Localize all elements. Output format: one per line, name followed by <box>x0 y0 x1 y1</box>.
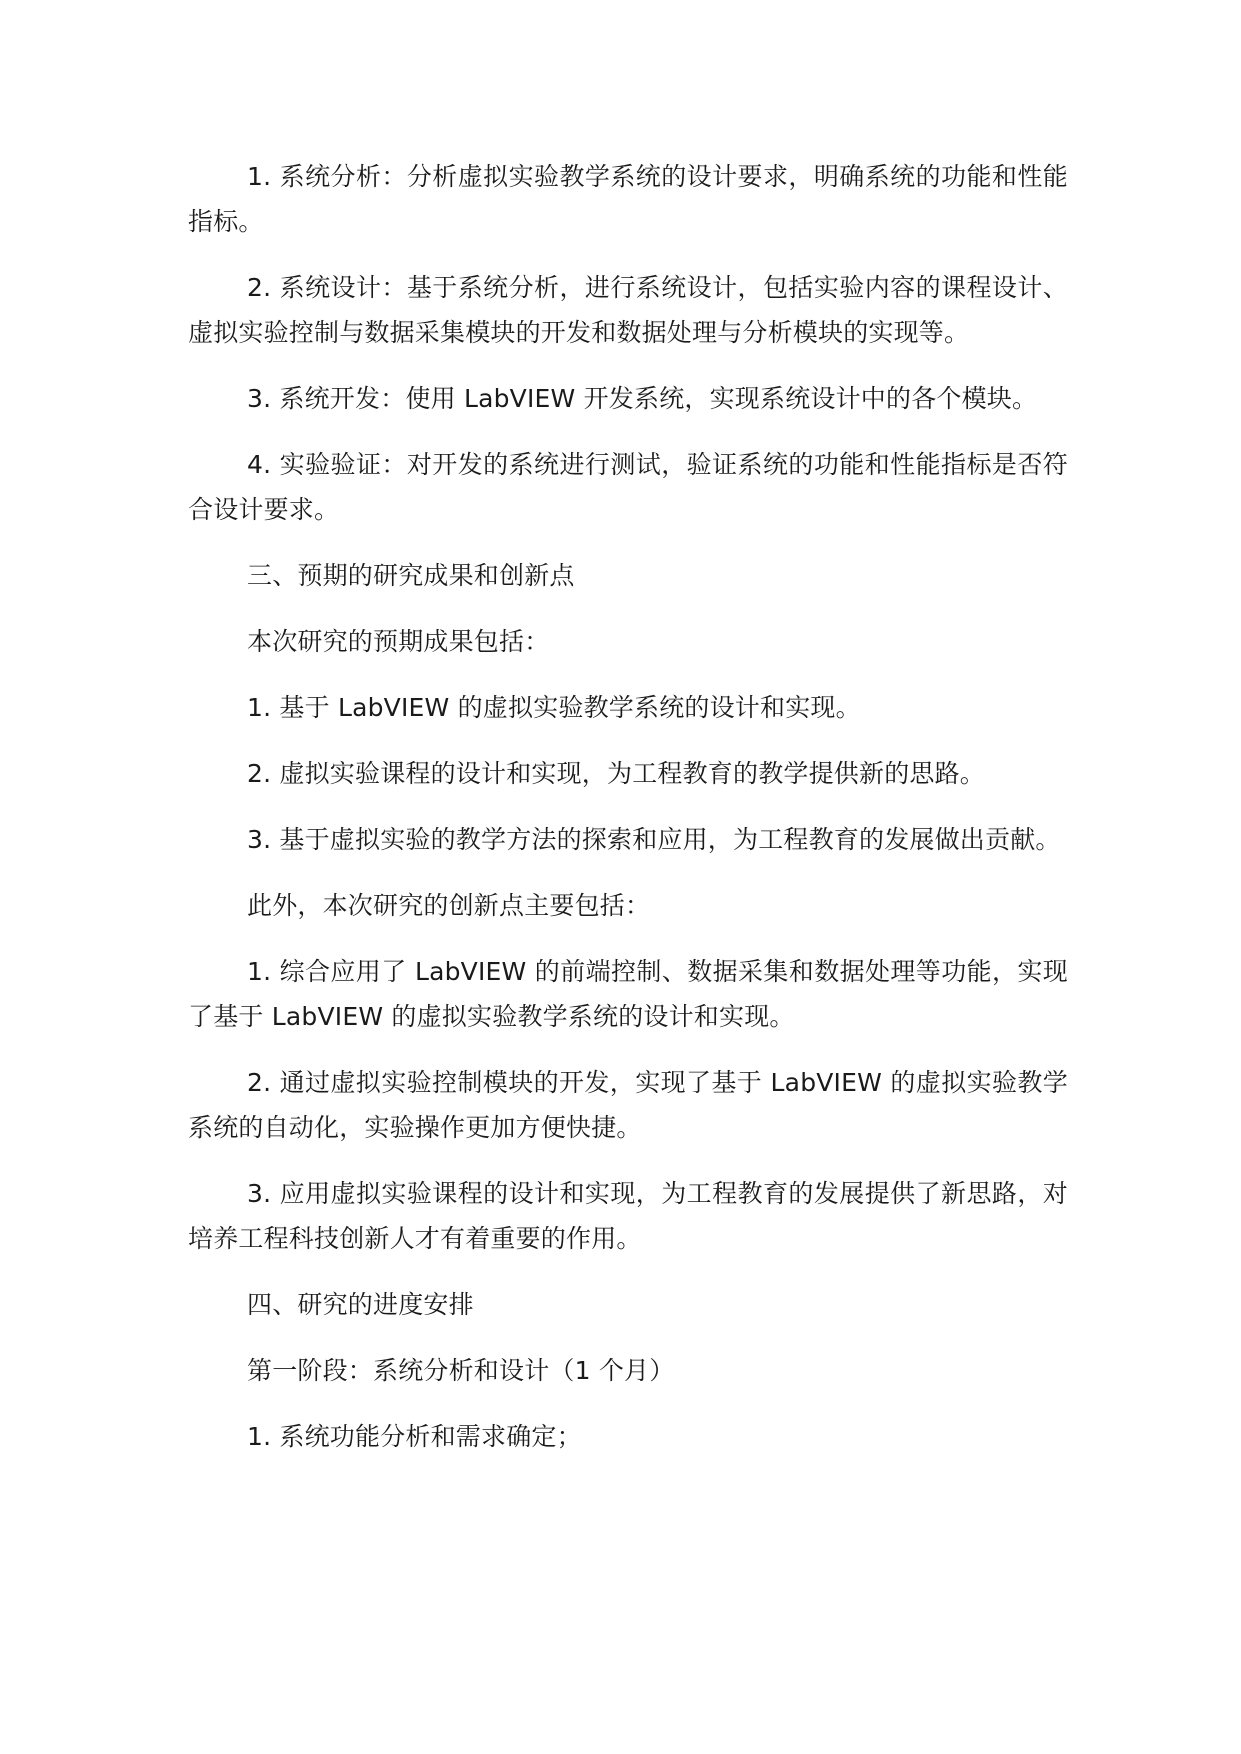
paragraph-innovation-1: 1. 综合应用了 LabVIEW 的前端控制、数据采集和数据处理等功能，实现了基于 LabVIEW 的虚拟实验教学系统的设计和实现。 <box>188 957 1068 1031</box>
paragraph-innovation-3: 3. 应用虚拟实验课程的设计和实现，为工程教育的发展提供了新思路，对培养工程科技创新人才有着重要的作用。 <box>188 1179 1068 1253</box>
paragraph-system-development: 3. 系统开发：使用 LabVIEW 开发系统，实现系统设计中的各个模块。 <box>247 384 1038 413</box>
document-body <box>188 154 1068 1480</box>
paragraph-result-2: 2. 虚拟实验课程的设计和实现，为工程教育的教学提供新的思路。 <box>247 759 986 788</box>
paragraph-innovation-intro: 此外，本次研究的创新点主要包括： <box>247 891 651 920</box>
paragraph-system-analysis: 1. 系统分析：分析虚拟实验教学系统的设计要求，明确系统的功能和性能指标。 <box>188 162 1068 236</box>
paragraph-result-3: 3. 基于虚拟实验的教学方法的探索和应用，为工程教育的发展做出贡献。 <box>247 825 1061 854</box>
paragraph-system-design: 2. 系统设计：基于系统分析，进行系统设计，包括实验内容的课程设计、虚拟实验控制与数据采集模块的开发和数据处理与分析模块的实现等。 <box>188 273 1068 347</box>
paragraph-experiment-verification: 4. 实验验证：对开发的系统进行测试，验证系统的功能和性能指标是否符合设计要求。 <box>188 450 1068 524</box>
paragraph-result-1: 1. 基于 LabVIEW 的虚拟实验教学系统的设计和实现。 <box>247 693 861 722</box>
paragraph-phase-1: 第一阶段：系统分析和设计（1 个月） <box>247 1356 675 1385</box>
paragraph-expected-results-intro: 本次研究的预期成果包括： <box>247 627 550 656</box>
section-heading-expected-results: 三、预期的研究成果和创新点 <box>247 561 575 590</box>
paragraph-phase-1-item-1: 1. 系统功能分析和需求确定； <box>247 1422 582 1451</box>
paragraph-innovation-2: 2. 通过虚拟实验控制模块的开发，实现了基于 LabVIEW 的虚拟实验教学系统的自动化，实验操作更加方便快捷。 <box>188 1068 1068 1142</box>
section-heading-schedule: 四、研究的进度安排 <box>247 1290 474 1319</box>
